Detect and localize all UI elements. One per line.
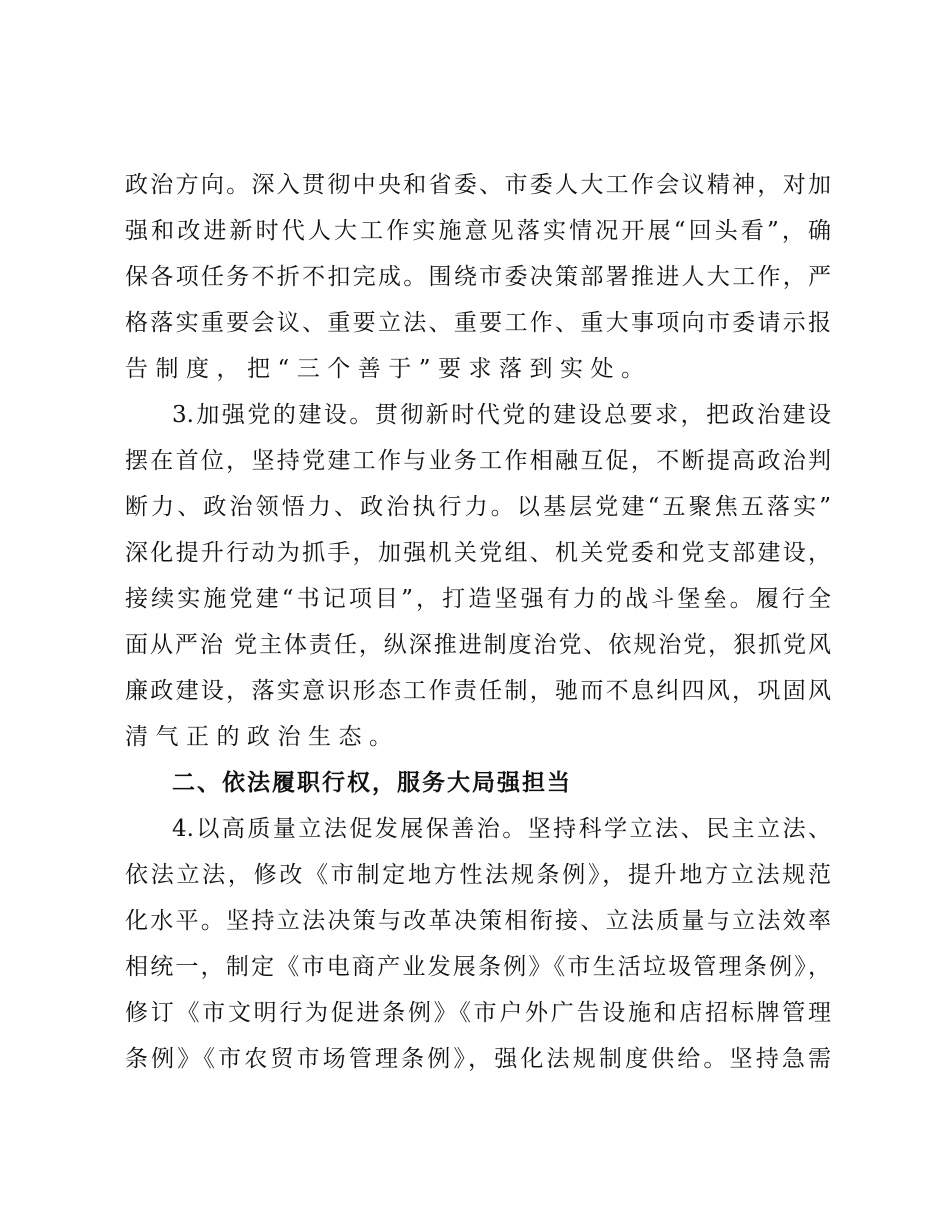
paragraph-line: 相统一，制定《市电商产业发展条例》《市生活垃圾管理条例》， <box>125 954 831 980</box>
paragraph-line: 断力、政治领悟力、政治执行力。以基层党建“五聚焦五落实” <box>125 494 831 520</box>
section-heading: 二、依法履职行权，服务大局强担当 <box>172 770 572 796</box>
paragraph-line: 廉政建设，落实意识形态工作责任制，驰而不息纠四风，巩固风 <box>125 678 831 704</box>
paragraph-line: 接续实施党建“书记项目”，打造坚强有力的战斗堡垒。履行全 <box>125 586 831 612</box>
paragraph-line: 4.以高质量立法促发展保善治。坚持科学立法、民主立法、 <box>172 816 831 842</box>
paragraph-line: 保各项任务不折不扣完成。围绕市委决策部署推进人大工作，严 <box>125 264 831 290</box>
paragraph-line: 3.加强党的建设。贯彻新时代党的建设总要求，把政治建设 <box>172 402 831 428</box>
paragraph-line: 依法立法，修改《市制定地方性法规条例》，提升地方立法规范 <box>125 862 831 888</box>
paragraph-line: 修订《市文明行为促进条例》《市户外广告设施和店招标牌管理 <box>125 1000 831 1026</box>
paragraph-line: 摆在首位，坚持党建工作与业务工作相融互促，不断提高政治判 <box>125 448 831 474</box>
paragraph-line: 强和改进新时代人大工作实施意见落实情况开展“回头看”，确 <box>125 218 831 244</box>
paragraph-line: 深化提升行动为抓手，加强机关党组、机关党委和党支部建设， <box>125 540 831 566</box>
paragraph-line: 政治方向。深入贯彻中央和省委、市委人大工作会议精神，对加 <box>125 172 831 198</box>
paragraph-line: 化水平。坚持立法决策与改革决策相衔接、立法质量与立法效率 <box>125 908 831 934</box>
paragraph-line: 格落实重要会议、重要立法、重要工作、重大事项向市委请示报 <box>125 310 831 336</box>
paragraph-line: 条例》《市农贸市场管理条例》，强化法规制度供给。坚持急需 <box>125 1046 831 1072</box>
paragraph-line: 清气正的政治生态。 <box>125 724 400 750</box>
paragraph-line: 面从严治 党主体责任，纵深推进制度治党、依规治党，狠抓党风 <box>125 632 831 658</box>
paragraph-line: 告制度，把“三个善于”要求落到实处。 <box>125 356 652 382</box>
